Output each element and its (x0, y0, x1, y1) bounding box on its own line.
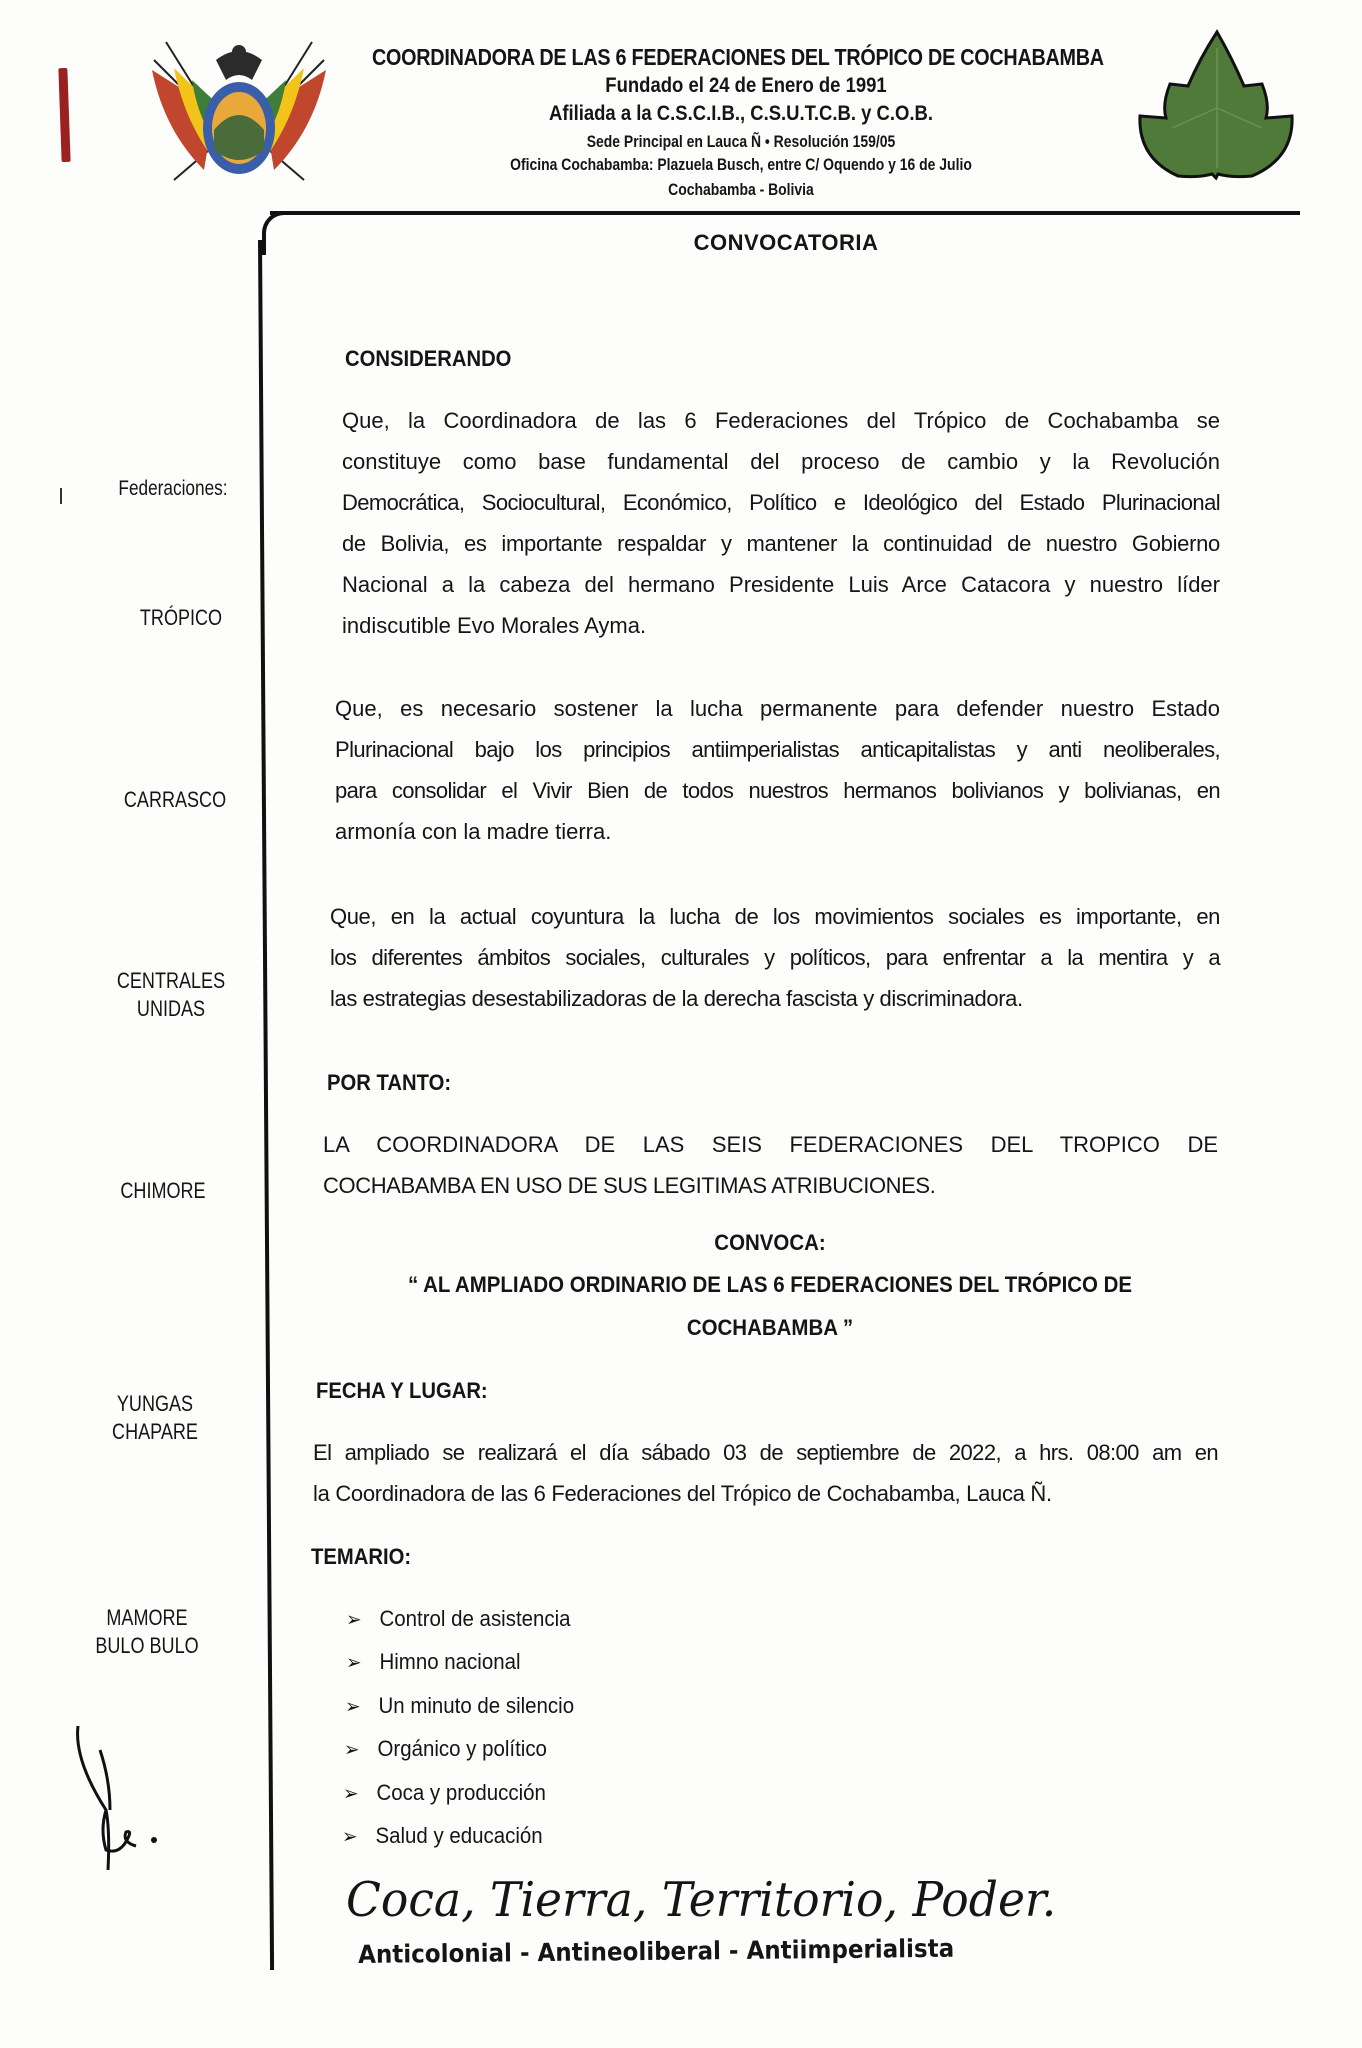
paragraph-line: armonía con la madre tierra. (335, 819, 612, 844)
arrow-bullet-icon: ➢ (342, 1826, 358, 1848)
scan-edge-tick (60, 488, 62, 504)
federation-name: CARRASCO (123, 787, 227, 812)
federation-name: TRÓPICO (139, 605, 223, 630)
paragraph-line: los diferentes ámbitos sociales, culturales y políticos, para enfrentar a la mentira y a (330, 945, 1220, 970)
federation-yungas-chapare (94, 1390, 217, 1446)
arrow-bullet-icon: ➢ (346, 1652, 362, 1674)
temario-item (343, 1780, 546, 1806)
federation-name: YUNGAS (116, 1391, 194, 1416)
event-title-line2: COCHABAMBA ” (686, 1315, 854, 1340)
temario-heading: TEMARIO: (311, 1544, 412, 1569)
scan-edge-mark (58, 68, 70, 162)
founded-date: Fundado el 24 de Enero de 1991 (605, 74, 887, 97)
paragraph-line: Que, es necesario sostener la lucha permanente para defender nuestro Estado (335, 696, 1220, 721)
federation-name-line2: BULO BULO (95, 1633, 199, 1658)
considerando-paragraph-2 (335, 688, 1220, 852)
arrow-bullet-icon: ➢ (344, 1739, 360, 1761)
temario-item (346, 1649, 521, 1675)
paragraph-line: LA COORDINADORA DE LAS SEIS FEDERACIONES DEL TROPICO DE (323, 1132, 1218, 1157)
por-tanto-heading: POR TANTO: (327, 1070, 452, 1095)
federation-carrasco (114, 786, 237, 814)
temario-item-label: Himno nacional (379, 1649, 521, 1674)
temario-item (346, 1606, 571, 1632)
convoca-heading: CONVOCA: (714, 1230, 826, 1255)
arrow-bullet-icon: ➢ (343, 1783, 359, 1805)
federations-label: Federaciones: (118, 477, 228, 500)
arrow-bullet-icon: ➢ (345, 1696, 361, 1718)
temario-item-label: Orgánico y político (377, 1736, 547, 1761)
sidebar-divider (258, 240, 274, 1970)
main-seat: Sede Principal en Lauca Ñ • Resolución 159/05 (586, 132, 896, 151)
signature (70, 1720, 170, 1880)
header-divider (270, 211, 1300, 215)
federation-name-line2: CHAPARE (112, 1419, 198, 1444)
por-tanto-paragraph (323, 1124, 1218, 1206)
paragraph-line: constituye como base fundamental del proceso de cambio y la Revolución (342, 449, 1220, 474)
document-title: CONVOCATORIA (693, 230, 879, 255)
temario-item-label: Control de asistencia (379, 1606, 571, 1631)
organization-name: COORDINADORA DE LAS 6 FEDERACIONES DEL TRÓPICO DE COCHABAMBA (372, 44, 1104, 70)
paragraph-line: de Bolivia, es importante respaldar y mantener la continuidad de nuestro Gobierno (342, 531, 1220, 556)
paragraph-line: para consolidar el Vivir Bien de todos nuestros hermanos bolivianos y bolivianas, en (335, 778, 1220, 803)
federation-name: CENTRALES (116, 968, 226, 993)
federation-chimore (102, 1177, 225, 1205)
temario-item-label: Un minuto de silencio (378, 1693, 575, 1718)
federation-tropico (120, 604, 243, 632)
affiliation: Afiliada a la C.S.C.I.B., C.S.U.T.C.B. y C.O.B. (548, 102, 934, 125)
federation-name: MAMORE (106, 1605, 188, 1630)
federation-mamore-bulo-bulo (86, 1604, 209, 1660)
motto-subtitle: Anticolonial - Antineoliberal - Antiimperialista (358, 1933, 955, 1969)
coca-leaf-icon (1132, 28, 1302, 188)
paragraph-line: indiscutible Evo Morales Ayma. (342, 613, 647, 638)
city: Cochabamba - Bolivia (668, 180, 814, 199)
motto: Coca, Tierra, Territorio, Poder. (346, 1872, 1057, 1928)
temario-item (344, 1736, 547, 1762)
paragraph-line: las estrategias desestabilizadoras de la derecha fascista y discriminadora. (330, 986, 1023, 1011)
temario-item-label: Salud y educación (375, 1823, 543, 1848)
temario-item-label: Coca y producción (376, 1780, 546, 1805)
fecha-lugar-heading: FECHA Y LUGAR: (316, 1378, 488, 1403)
paragraph-line: El ampliado se realizará el día sábado 03 de septiembre de 2022, a hrs. 08:00 am en (313, 1440, 1218, 1465)
considerando-paragraph-3 (330, 896, 1220, 1019)
paragraph-line: Plurinacional bajo los principios antiimperialistas anticapitalistas y anti neoliberales, (335, 737, 1220, 762)
temario-item (345, 1693, 574, 1719)
temario-item (342, 1823, 543, 1849)
paragraph-line: Que, en la actual coyuntura la lucha de los movimientos sociales es importante, en (330, 904, 1220, 929)
office-address: Oficina Cochabamba: Plazuela Busch, entre C/ Oquendo y 16 de Julio (510, 155, 972, 174)
considerando-heading: CONSIDERANDO (345, 346, 512, 371)
arrow-bullet-icon: ➢ (346, 1609, 362, 1631)
federation-centrales-unidas (110, 967, 233, 1023)
paragraph-line: Nacional a la cabeza del hermano Presidente Luis Arce Catacora y nuestro líder (342, 572, 1220, 597)
federation-name-line2: UNIDAS (136, 996, 206, 1021)
paragraph-line: COCHABAMBA EN USO DE SUS LEGITIMAS ATRIBUCIONES. (323, 1173, 936, 1198)
federation-name: CHIMORE (120, 1178, 206, 1203)
fecha-lugar-paragraph (313, 1432, 1218, 1514)
paragraph-line: la Coordinadora de las 6 Federaciones del Trópico de Cochabamba, Lauca Ñ. (313, 1481, 1052, 1506)
considerando-paragraph-1 (342, 400, 1220, 646)
event-title-line1: “ AL AMPLIADO ORDINARIO DE LAS 6 FEDERACIONES DEL TRÓPICO DE (407, 1272, 1133, 1297)
paragraph-line: Democrática, Sociocultural, Económico, Político e Ideológico del Estado Plurinacional (342, 490, 1220, 515)
paragraph-line: Que, la Coordinadora de las 6 Federaciones del Trópico de Cochabamba se (342, 408, 1220, 433)
